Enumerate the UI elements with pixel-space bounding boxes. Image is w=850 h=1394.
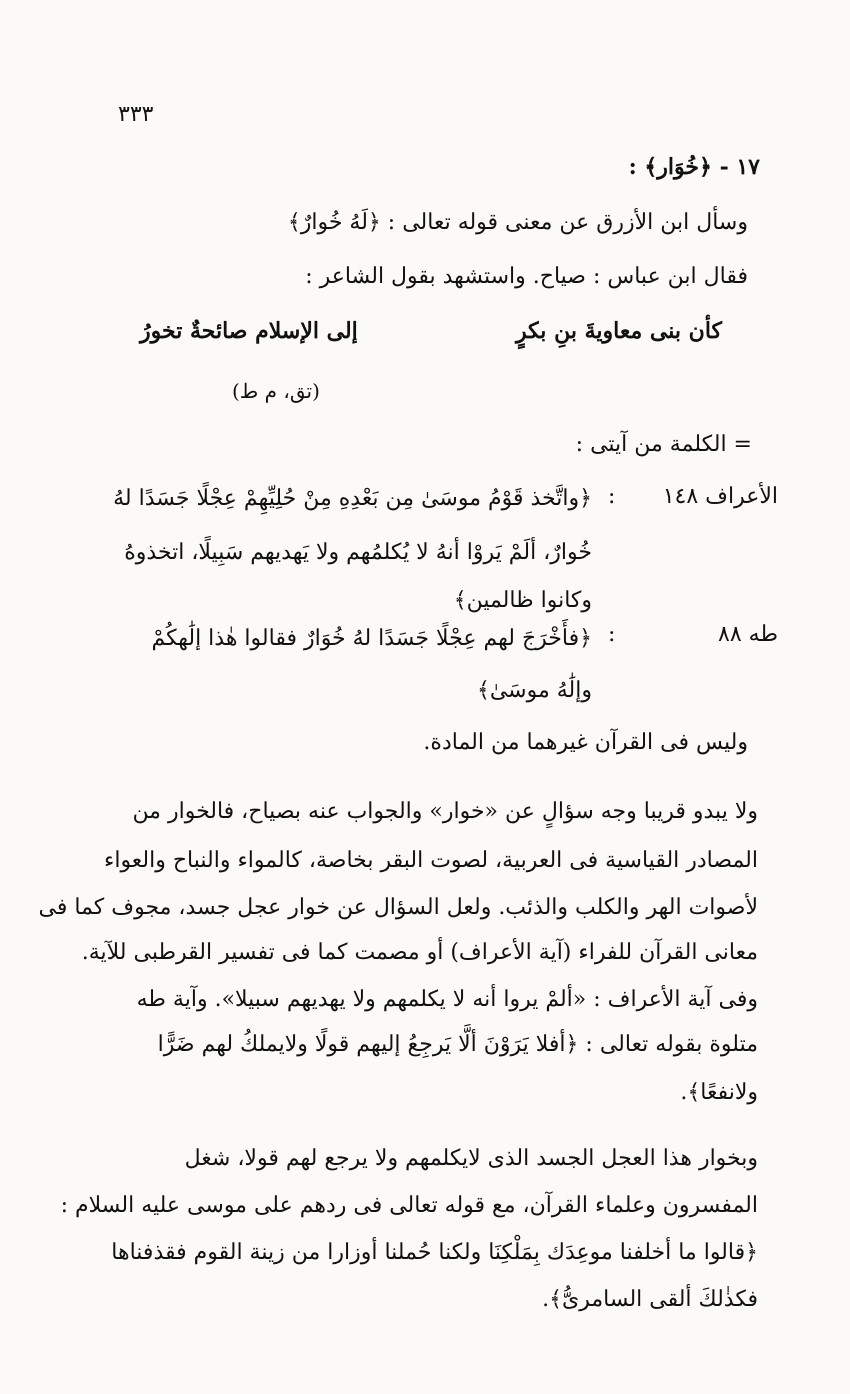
reference-sura: طه ٨٨ [718,622,778,647]
reference-verse-line: ﴿فأَخْرَجَ لهم عِجْلًا جَسَدًا لهُ خُوَارٌ فقالوا هٰذا إلَٰهكُمْ [151,626,592,651]
paragraph-line: ولا يبدو قريبا وجه سؤالٍ عن «خوار» والجواب عنه بصياح، فالخوار من [132,799,758,824]
paragraph-line: المصادر القياسية فى العربية، لصوت البقر بخاصة، كالمواء والنباح والعواء [103,848,758,873]
occurrences-title: = الكلمة من آيتى : [575,432,752,457]
reference-verse-line: ﴿واتَّخذ قَوْمُ موسَىٰ مِن بَعْدِهِ مِنْ حُلِيِّهِمْ عِجْلًا جَسَدًا لهُ [113,486,592,511]
paragraph-line: وفى آية الأعراف : «ألمْ يروا أنه لا يكلمهم ولا يهديهم سبيلا». وآية طه [136,987,758,1012]
paragraph-line: معانى القرآن للفراء (آية الأعراف) أو مصمت كما فى تفسير القرطبى للآية. [81,940,758,965]
paragraph-line: فكذٰلكَ ألقى السامرىُّ﴾. [542,1287,758,1312]
paragraph-line: وبخوار هذا العجل الجسد الذى لايكلمهم ولا يرجع لهم قولا، شغل [184,1146,758,1171]
reference-sura: الأعراف ١٤٨ [662,484,778,509]
page-number: ٣٣٣ [118,102,154,127]
paragraph-line: متلوة بقوله تعالى : ﴿أفلا يَرَوْنَ ألَّا يَرجِعُ إليهم قولًا ولايملكُ لهم ضَرًّا [157,1032,758,1057]
closing-note: وليس فى القرآن غيرهما من المادة. [423,730,748,755]
reference-verse-line: وكانوا ظالمين﴾ [453,588,592,613]
paragraph-line: ﴿قالوا ما أخلفنا موعِدَك بِمَلْكِنَا ولكنا حُملنا أوزارا من زينة القوم فقذفناها [111,1240,758,1265]
verse-hemistich-right: كأن بنى معاويةَ بنِ بكرٍ [516,318,722,344]
verse-citation: (تق، م ط) [232,379,320,403]
paragraph-line: ولانفعًا﴾. [680,1080,758,1105]
reference-verse-line: خُوارٌ، ألَمْ يَروْا أنهُ لا يُكلمُهم ولا يَهديهم سَبِيلًا، اتخذوهُ [124,540,592,565]
reference-separator: : [608,622,616,647]
paragraph-line: المفسرون وعلماء القرآن، مع قوله تعالى فى ردهم على موسى عليه السلام : [60,1193,758,1218]
paragraph-line: لأصوات الهر والكلب والذئب. ولعل السؤال عن خوار عجل جسد، مجوف كما فى [38,895,758,920]
intro-line: فقال ابن عباس : صياح. واستشهد بقول الشاعر : [305,264,748,289]
verse-hemistich-left: إلى الإسلام صائحةٌ تخورُ [140,318,358,344]
reference-verse-line: وإلَٰهُ موسَىٰ﴾ [476,678,592,703]
intro-line: وسأل ابن الأزرق عن معنى قوله تعالى : ﴿لَهُ خُوارٌ﴾ [287,210,748,235]
entry-heading: ١٧ - ﴿خُوَار﴾ : [628,154,760,180]
reference-separator: : [608,484,616,509]
